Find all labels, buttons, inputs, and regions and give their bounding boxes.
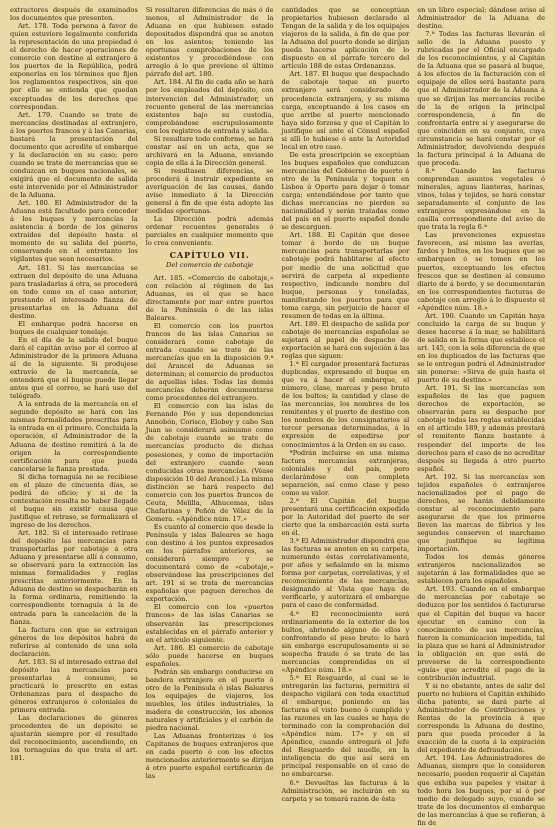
paragraph: Si resultare todo conforme, se hará constar así en un acta, que se archivará en la Aduana, enviando copia de ella á la Dirección general. xyxy=(145,134,274,167)
chapter-heading: CAPÍTULO VII. xyxy=(169,250,250,261)
paragraph: Podrán sin embargo conducirse en bandera extranjera en el puerto ó otro de la Península ó islas Baleares los equipajes de viajeros, los muebles, los útiles industriales, la madera de construcción, los abonos naturales y artificiales y el carbón de piedra nacional. xyxy=(145,667,274,733)
paragraph: Art. 178. Toda persona á favor de quien estuviere legalmente conferida la representación de una propiedad ó el derecho de hacer operaciones de comercio con destino al extranjero á los puertos de la República, podrá exponerlas en los términos que fijen los reglamentos respectivos, sin que por ello se entienda que quedan exceptuados de los derechos que correspondan. xyxy=(10,22,138,111)
paragraph: En el día de la salida del buque dará el capitán aviso por el correo al Administrador de la primera Aduana al de la siguiente. Si produjese extravío de la mercancía, se entenderá que el buque puede llegar antes que el correo, se hará uso del telégrafo. xyxy=(10,335,138,401)
paragraph: Es cuanto al comercio que desde la Península y islas Baleares se haga con destino á los puntos expresados en los párrafos anteriores, se considerará siempre y se documentará como de «cabotaje,» observándose las prescripciones del art. 191 si se trata de mercancías españolas que paguen derechos de exportación. xyxy=(145,522,274,604)
paragraph: Las prevenciones expuestas favorecen, así mismo las averías, fardos y bultos, en los buques que se embarquen ó se tomen en los puertos, exceptuando los efectos frescos que se destinen al consumo diario de á bordo, y se documentarán en los correspondientes facturas de cabotaje con arreglo á lo dispuesto el «Apéndice núm. 18.» xyxy=(417,231,545,312)
paragraph: extractores después de examinados los documentos que presenten. xyxy=(10,6,138,23)
paragraph: El comercio con las islas de Fernando Póo y sus dependencias Annobón, Corisco, Elobey y cabo San Juan se considerará asimismo como de cabotaje cuando se trate de mercancías producto de dichas posesiones, y como de importación del extranjero cuando sean conducidas otras mercancías. (Véase disposición 10 del Arancel.) La misma distinción se hará respecto del comercio con los puertos francos de Ceuta, Melilla, Alhucemas, islas Chafarinas y Peñón de Vélez de la Gomera. «Apéndice núm. 17.» xyxy=(145,402,274,523)
paragraph: De esta prescripción se exceptúan los buques españoles que conduzcan mercancías del Gobierno de puerto á otro de la Península y toquen en Lisboa ú Oporto para dejar ó tomar carga; entendiéndose por tanto que dichas mercancías no pierden su nacionalidad y serán tratadas como del país en el puerto español donde se descarguen. xyxy=(281,150,410,232)
paragraph: Las declaraciones de géneros procedentes de un depósito se ajustarán siempre por el resultado del reconocimiento, ascendiendo, en los tornaguías de que trata el art. 181. xyxy=(10,714,138,763)
paragraph: Si resultaren diferencias de más ó de menos, el Administrador de la Aduana en que hubiesen estado depositados dispondrá que se anoten en los asientos; teniendo las oportunas comprobaciones de los existentes y procediéndose con arreglo á lo que previene el último párrafo del art. 180. xyxy=(145,6,274,79)
column-3 xyxy=(282,6,410,827)
paragraph: Si resultasen diferencias, se procederá á instruir expediente en averiguación de las causas, dando aviso inmediato á la Dirección general á fin de que ésta adopte las medidas oportunas. xyxy=(145,166,274,216)
paragraph: Art. 194. Los Administradores de Aduanas, siempre que lo consideren necesario, pueden requerir al Capitán que exhiba sus papeles y visitar á todo hora los buques, por sí ó por medio de delegado suyo, cuando se trate de los documentos el embarque de las mercancías á que se refieran, á fin de xyxy=(417,754,545,827)
paragraph: El comercio con los «puertos francos» de las islas Canarias se observarán las prescripciones establecidas en el párrafo anterior y en el artículo siguiente. xyxy=(145,603,274,644)
paragraph: en un libro especial; dándose aviso al Administrador de la Aduana de destino. xyxy=(417,6,545,31)
paragraph: 7.ª Todas las facturas llevarán el sello de la Aduana puesto y rubricadas por el Oficial encargado de los reconocimientos, y al Capitán de la Aduana que se pasará al buque, á los efectos de la facturación con el equipaje de ellos será bastante para que el Administrador de la Aduana á que se dirijan las mercancías recibe de la de origen la principal correspondencia, á fin de confrontarla entre sí y asegurarse de que coinciden en su conjunto, cuya circunstancia se hará constar por el Administrador, devolviendo después la factura principal á la Aduana de que proceda. xyxy=(417,30,545,167)
paragraph: 3.ª El Administrador dispondrá que las facturas se anoten en su carpeta, numerando éstas correlativamente, por años y señalando en la misma forma por carpetas, correlativas, y el reconocimiento de las mercancías, designando al Vista que haya de verificarlo, y autorizará el embarque para el caso de conformidad. xyxy=(281,537,410,610)
paragraph: Y si no obstante, antes de salir del puerto no hubiera el Capitán exhibido dicha patente, se dará parte al Administrador de Contribuciones y Rentas de la provincia á que corresponda la Aduana de destino, para que pueda proceder á la exacción de la cuota á la expiración del expediente de defraudación. xyxy=(417,681,545,755)
text-columns xyxy=(10,6,545,827)
paragraph: Art. 181. Si las mercancías se extraen del depósito de una Aduana para trasladarlas á otra, se procederá en todo como en el caso anterior, prestando el interesado fianza de presentarlas en la Aduana del destino. xyxy=(10,263,138,320)
paragraph: 4.ª El reconocimiento será ordinariamente de la exterior de los bultos, abriendo alguno de ellos y confrontando el peso bruto: lo hará sin embargo escrupulosamente si se sospecha fraude ó se trate de las mercancías comprendidas en el «Apéndice núm. 18.» xyxy=(281,609,410,674)
paragraph: Art. 188. El Capitán que desee tomar á bordo de un buque mercancías para transportarlas por cabotaje podrá hablitarse al efecto por medio de una solicitud que servirá de carpeta al expediente respectivo, indicando nombre del buque, personas y toneladas, manifestando los puertos para que toma carga, sin perjuicio de hacer el resumen de todas en la última. xyxy=(281,231,410,320)
paragraph: 1.ª El cargador presentará facturas duplicadas, expresando el buque en que va á hacer el embarque, el número, clase, marcas y peso bruto de los bultos; la cantidad y clase de las mercancías, los nombres de los remitentes y el puerto de destino con los nombres de los consignatarios al tercer personas determinadas, á la expresión de expedirse por conocimientos á la Orden en su caso. xyxy=(281,360,410,449)
column-2 xyxy=(146,6,274,827)
paragraph: Art. 184. Al fin de cada año se hará por los empleados del depósito, con intervención del Administrador, un recuento general de las mercancías existentes bajo su custodia, comprobándose escrupulosamente con los registros de entrada y salida. xyxy=(145,78,274,135)
paragraph: Art. 189. El despacho de salida por cabotaje de mercancías españolas se sujetará al papel de despacho de exportación se hará con sujeción á las reglas que siguen: xyxy=(281,319,410,361)
chapter-subtitle: Del comercio de cabotaje xyxy=(165,261,254,270)
paragraph: Art. 180. El Administrador de la Aduana está facultado para conceder á los buques y mercancías la asistencia á bordo de los géneros extraídos del depósito hasta el momento de su salida del puerto, conservando en el entretanto los vigilantes que sean necesarios. xyxy=(10,199,138,264)
paragraph: Art. 185. «Comercio de cabotaje,» con relación al régimen de las Aduanas, es el que se hace directamente por mar entre puertos de la Península ó de las islas Baleares. xyxy=(145,273,274,322)
paragraph: Art. 191. Si las mercancías son españolas de las que paguen derechos de exportación, se observarán para su despacho por cabotaje todas las reglas establecidas en el artículo 189, y además prestará el remitente fianza bastante á responder del importe de los derechos para el caso de no acreditar después su llegada á otro puerto español. xyxy=(417,384,545,473)
paragraph: cantidades que se conceptúan propietarios hubiesen declarado al Tengan de la salida y de los equipajes viajeros de la salida, á fin de que por la Aduana del puerto donde se dirijan pueda hacerse aplicación de lo dispuesto en el párrafo tercero del artículo 188 de estas Ordenanzas. xyxy=(281,6,410,71)
paragraph: La Dirección podrá además ordenar recuentos generales ó parciales en cualquier momento que lo crea conveniente. xyxy=(145,215,274,248)
paragraph: Art. 186. El comercio de cabotaje sólo puede hacerse en buques españoles. xyxy=(145,643,274,668)
column-4 xyxy=(417,6,545,827)
paragraph: Art. 179. Cuando se trate de mercancías destinadas al extranjero, á los puertos francos y á las Canarias, bastará la presentación del documento que acredite el embarque y la declaración en su caso; pero cuando se trate de mercancías que se conduzcan en buques nacionales, se exigirá que el documento de salida esté intervenido por el Administrador de la Aduana. xyxy=(10,110,138,200)
paragraph: El embarque podrá hacerse en buques de cualquier tonelaje. xyxy=(10,319,138,336)
paragraph: Art. 190. Cuando un Capitán haya concluido la carga de su buque y desee hacerse á la mar, se habilitará de salida en la forma que establece el art. 145, con la sola diferencia de que en los duplicados de las facturas que se le entregan podrá el Administrador sin ponerse: «Sirva de guía hasta el puerto de su destino.» xyxy=(417,311,545,385)
paragraph: Si dicha tornaguía no se recibiese en el plazo de cincuenta días, se pedirá de oficio; y si de la contestación resulta no haber llegado el buque sin existir causa que justifique el retraso, se formalizará el ingreso de los derechos. xyxy=(10,472,138,529)
column-1 xyxy=(10,6,138,827)
paragraph: 2.ª El Capitán del buque presentará una certificación expedida por la Autoridad del puerto de ser cierto que la embarcación está surta en él. xyxy=(281,496,410,538)
paragraph: Todos los demás géneros extranjeros nacionalizados se sujetarán á las formalidades que se establecen para los españoles. xyxy=(417,553,545,586)
paragraph: El comercio con los puertos francos de las islas Canarias se considerará como cabotaje de entrada cuando se trate de las mercancías que en la disposición 9.ª del Arancel de Aduanas se determinan; el comercio de productos de aquellas islas. Todas las demás mercancías deberán documentarse como procedentes del extranjero. xyxy=(145,321,274,403)
paragraph: Las Aduanas fronterizas ó los Capitanes de buques extranjeros que en cada puerto ó con los efectos mencionados anteriormente se dirijan á otro puerto español certificarán de las xyxy=(145,732,274,781)
paragraph: A la entrada de la mercancía en el segundo depósito se hará con las mismas formalidades prescritas para la entrada en el primero. Concluida la operación, el Administrador de la Aduana de destino remitirá á la de origen la correspondiente certificación para que pueda cancelarse la fianza prestada. xyxy=(10,400,138,473)
paragraph: Art. 193. Cuando en el embarque de mercancías por cabotaje se deduzca por los sentidos ó facturarse que el Capitán del buque va hacer ejecutar en camino con la conocimiento de sus mercancías, fueron la comunicación impedida, tal la plaza que se hará al Administrador la obligación en que está de proveerse de la correspondiente «guía» que acredite el pago de la contribución industrial. xyxy=(417,585,545,682)
paragraph: 8.ª Cuando las facturas comprendan asuntos vegetales ó minerales, aguas lianteras, harinas, vinos, telas y tejidos, se hará constar separadamente el conjunto de los extranjeros expresándose en la casilla correspondiente del aviso de que trata la regla 6.ª xyxy=(417,166,545,232)
paragraph: Art. 187. El buque que despachado de cabotaje toque en puerto extranjero será considerado de procedencia extranjera, y su misma carga, exceptuando á los casos en que arribe al puerto mencionado haya sido forzosa y que el Capitán lo justifique así ante el Cónsul español si allí lo hubiese ó ante la Autoridad local en otro caso. xyxy=(281,70,410,151)
paragraph: *Podrán incluirse en una misma factura mercancías extranjeras, coloniales y del país, pero declarándose con completa separación, así como clase y peso como su valor. xyxy=(281,448,410,497)
paragraph: 6.ª Devueltas las facturas á la Administración, se incluirán en su carpeta y se tomará razón de ésta xyxy=(281,778,410,803)
paragraph: Art. 183. Si el interesado extrae del depósito las mercancías para presentarlas á consumo, se practicará lo prescrito en estas Ordenanzas para el despacho de géneros extranjeros ó coloniales de primera entrada. xyxy=(10,657,138,715)
paragraph: 5.ª El Resguardo, al cual se le entregarán las facturas, permitirá el despacho vigilará con toda exactitud el embarque, poniendo en las facturas el visto bueno ó cumplido y las razones en las cuales se haya de terminado con la comprobación del «Apéndice núm. 17» y en el Apéndice, cuando entregará el Jefe del Resguardo del muelle, en la inteligencia de que así será en principal responsable en el caso de no embarcarse. xyxy=(281,673,410,779)
paragraph: Art. 192. Si las mercancías son tejidos españoles ó extranjeros nacionalizados por el pago de derechos, se harán debidamente constar al reconocimiento para asegurarse de que los primeros lleven las marcas de fábrica y los segundos conserven el marchamo que justifique su legítima importación. xyxy=(417,472,545,554)
paragraph: Art. 182. Si el interesado retirase del depósito las mercancías para transportarlas por cabotaje á otra Aduana y presentarse allí á consumo, se observará para la extracción las mismas formalidades y reglas prescritas anteriormente. En la Aduana de destino se despacharán en la forma ordinaria, remitiendo la correspondiente tornaguía á la de entrada para la cancelación de la fianza. xyxy=(10,529,138,626)
paragraph: La factura con que se extraigan géneros de los depósitos habrá de referirse al contenido de una sola declaración. xyxy=(10,625,138,658)
